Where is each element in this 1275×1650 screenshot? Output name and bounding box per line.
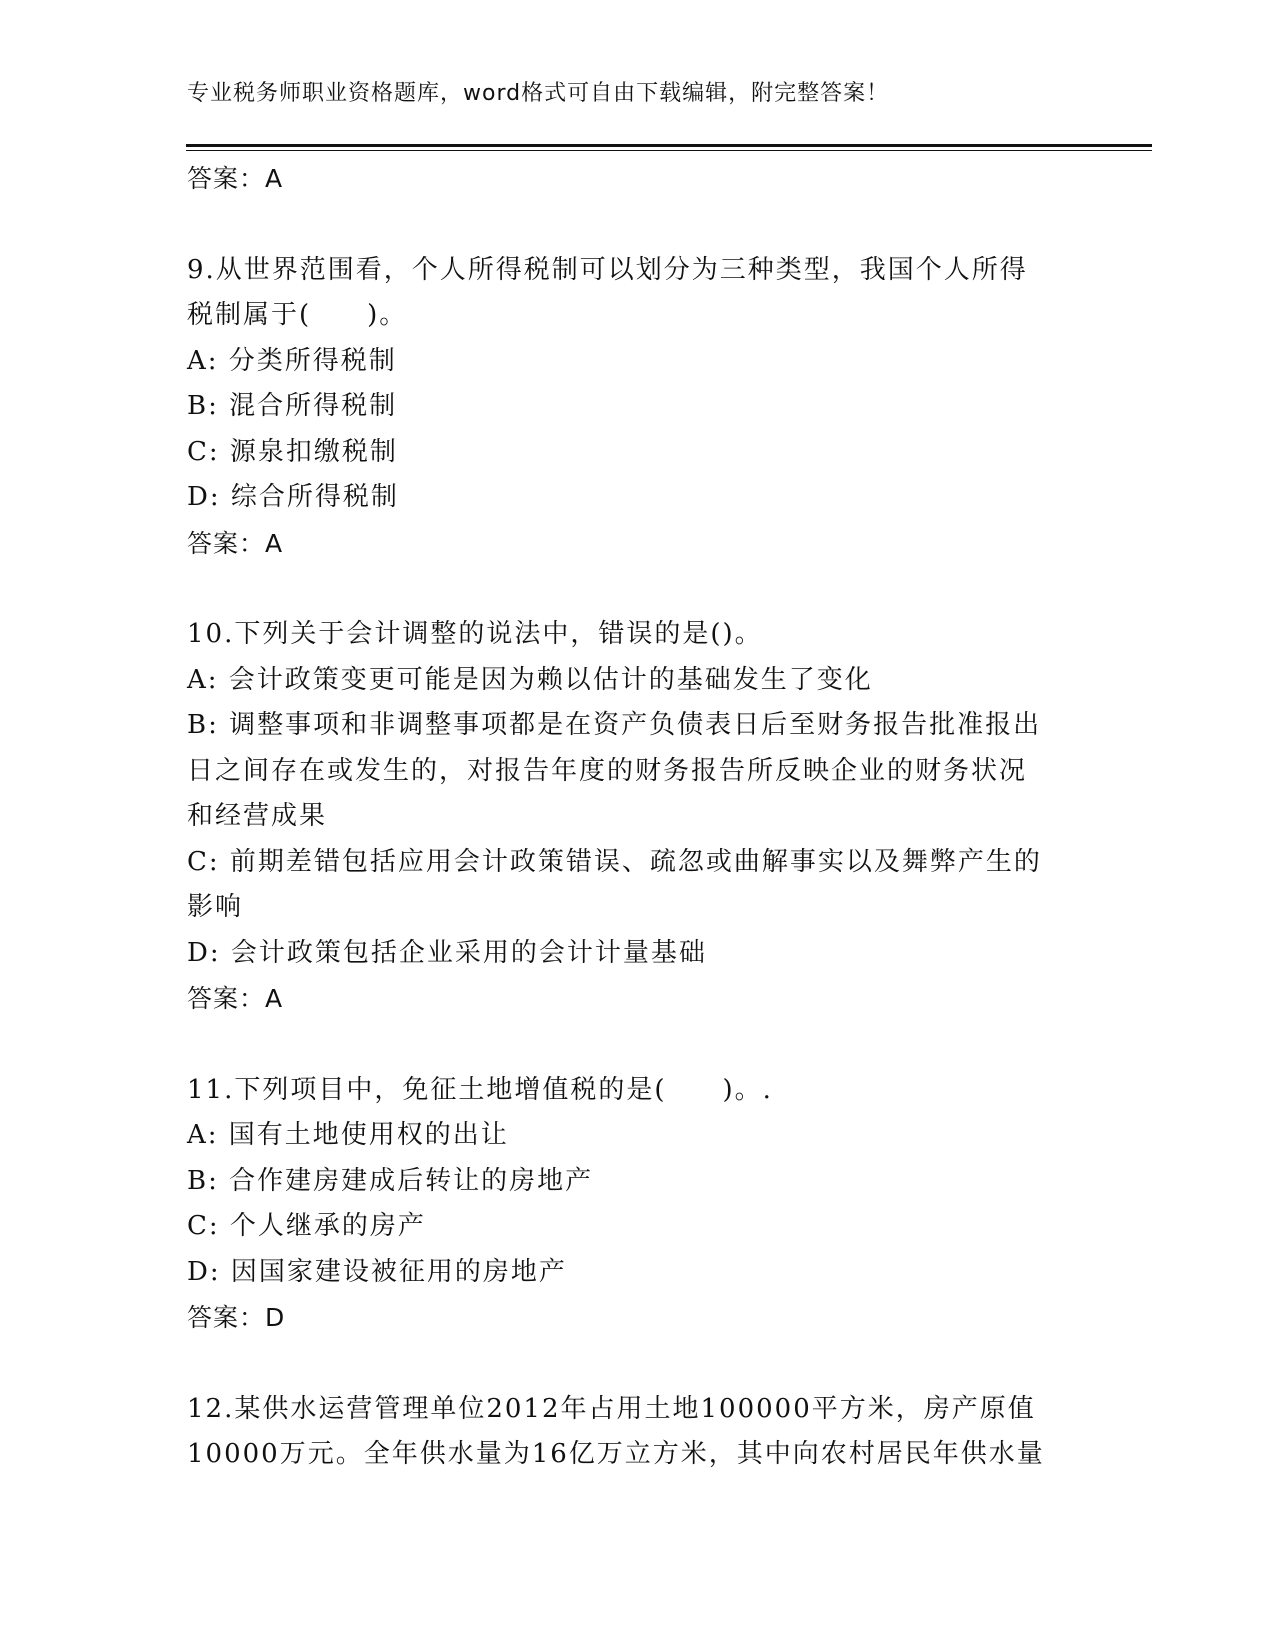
option-b: B: 混合所得税制 — [187, 391, 398, 421]
option-b: B: 调整事项和非调整事项都是在资产负债表日后至财务报告批准报出 — [187, 710, 1042, 740]
option-b-continued: 日之间存在或发生的，对报告年度的财务报告所反映企业的财务状况 — [187, 755, 1028, 786]
spacer — [187, 1341, 1087, 1387]
answer-line: 答案：A — [187, 984, 284, 1013]
option-a: A: 会计政策变更可能是因为赖以估计的基础发生了变化 — [187, 664, 873, 695]
question-10 — [187, 612, 1087, 1022]
option-a: A: 分类所得税制 — [187, 345, 397, 376]
question-text: 10.下列关于会计调整的说法中，错误的是()。 — [187, 619, 763, 649]
question-text: 9.从世界范围看，个人所得税制可以划分为三种类型，我国个人所得 — [187, 254, 1028, 285]
answer-line: 答案：A — [187, 164, 284, 193]
option-d: D: 会计政策包括企业采用的会计计量基础 — [187, 937, 707, 968]
option-c: C: 前期差错包括应用会计政策错误、疏忽或曲解事实以及舞弊产生的 — [187, 846, 1042, 877]
option-c: C: 个人继承的房产 — [187, 1211, 426, 1241]
document-body — [187, 156, 1087, 1478]
page-header-text: 专业税务师职业资格题库，word格式可自由下载编辑，附完整答案！ — [187, 81, 890, 106]
option-c-continued: 影响 — [187, 892, 244, 922]
option-d: D: 综合所得税制 — [187, 482, 399, 512]
question-text: 税制属于( )。 — [187, 300, 408, 330]
question-12 — [187, 1387, 1087, 1478]
spacer — [187, 1022, 1087, 1068]
answer-line: 答案：D — [187, 1303, 286, 1332]
option-b-continued: 和经营成果 — [187, 801, 328, 831]
option-b: B: 合作建房建成后转让的房地产 — [187, 1165, 594, 1196]
spacer — [187, 202, 1087, 248]
question-11 — [187, 1068, 1087, 1341]
question-text: 11.下列项目中，免征土地增值税的是( )。. — [187, 1074, 773, 1105]
option-d: D: 因国家建设被征用的房地产 — [187, 1256, 567, 1287]
question-9 — [187, 248, 1087, 567]
question-text: 10000万元。全年供水量为16亿万立方米，其中向农村居民年供水量 — [187, 1439, 1045, 1469]
header-divider-thin — [186, 150, 1152, 151]
header-divider — [186, 144, 1152, 147]
spacer — [187, 566, 1087, 612]
answer-line: 答案：A — [187, 528, 284, 558]
question-text: 12.某供水运营管理单位2012年占用土地100000平方米，房产原值 — [187, 1393, 1036, 1424]
option-a: A: 国有土地使用权的出让 — [187, 1120, 509, 1150]
option-c: C: 源泉扣缴税制 — [187, 436, 398, 467]
